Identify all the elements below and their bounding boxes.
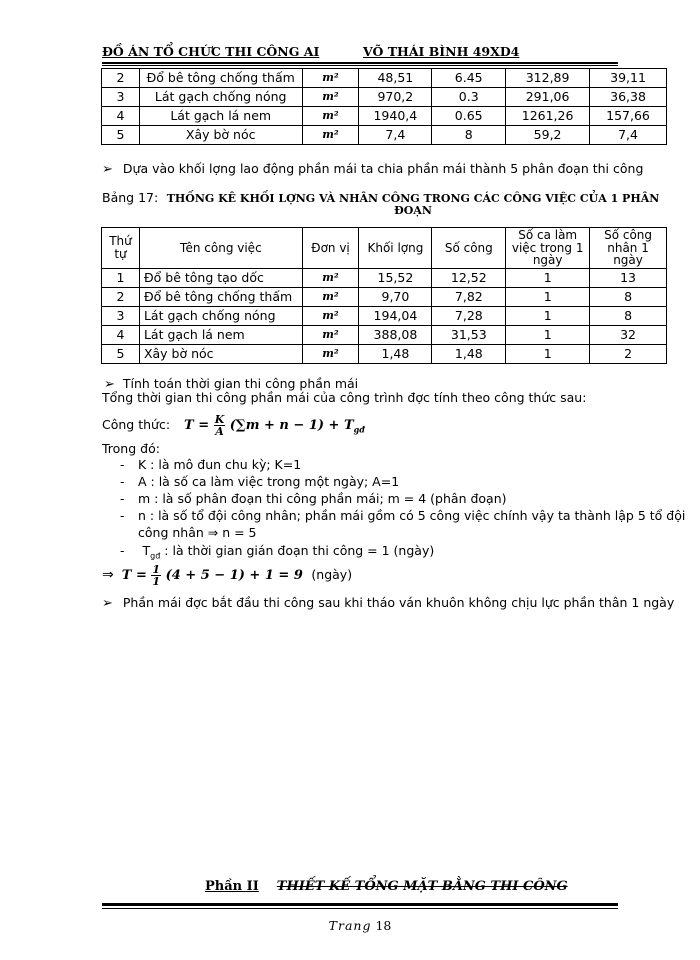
page-number-value: 18	[375, 918, 392, 933]
page-number	[102, 918, 618, 933]
implies-icon: ⇒	[102, 567, 114, 583]
table-cell: m²	[302, 287, 359, 306]
table-cell: m²	[302, 88, 359, 107]
cell-task-name: Lát gạch lá nem	[139, 325, 302, 344]
header-right: VÕ THÁI BÌNH 49XD4	[363, 44, 520, 59]
formula-den: A	[215, 425, 224, 438]
table-cell: 1	[102, 268, 140, 287]
paragraph-text: Dựa vào khối lợng lao động phần mái ta chia phần mái thành 5 phân đoạn thi công	[122, 161, 644, 176]
table-cell: 9,70	[359, 287, 432, 306]
table-cell: 31,53	[432, 325, 506, 344]
where-item-tgd: - $T_{gđ}$ : là thời gian gián đoạn thi công = 1 (ngày)	[120, 543, 435, 561]
table-cell: 1	[506, 287, 590, 306]
formula-line	[102, 414, 365, 437]
arrow-bullet-icon: ➢	[102, 162, 113, 177]
table-row	[102, 268, 667, 287]
table-cell: 13	[590, 268, 667, 287]
table-cell: 1,48	[432, 344, 506, 363]
formula-num: K	[214, 413, 225, 426]
continuation-table	[101, 68, 667, 145]
page-header	[102, 44, 618, 60]
table17-header-cell: Số ca làm việc trong 1 ngày	[506, 228, 590, 269]
table-row	[102, 287, 667, 306]
page-label: Trang	[328, 918, 372, 933]
table-cell: 2	[590, 344, 667, 363]
table-cell: 2	[102, 287, 140, 306]
table-cell: m²	[302, 126, 359, 145]
footer-rule-thin	[102, 908, 618, 909]
table-cell: 1	[506, 325, 590, 344]
formula-tgd: T	[343, 418, 354, 433]
table-cell: 291,06	[506, 88, 590, 107]
where-item: - A : là số ca làm việc trong một ngày; A=1	[120, 474, 400, 489]
table-row	[102, 344, 667, 363]
paragraph-phan-doan	[102, 161, 672, 177]
formula-tgd-sub: gđ	[353, 424, 365, 435]
footer-part: Phần II	[205, 879, 259, 894]
cell-task-name: Xây bờ nóc	[139, 344, 302, 363]
cell-task-name: Xây bờ nóc	[139, 126, 302, 145]
footer-title	[205, 878, 625, 894]
table-cell: m²	[302, 107, 359, 126]
table17-header-cell: Khối lợng	[359, 228, 432, 269]
table-cell: m²	[302, 69, 359, 88]
section-title-text: Tính toán thời gian thi công phần mái	[122, 376, 359, 391]
table-cell: 15,52	[359, 268, 432, 287]
table17-title-line2: ĐOẠN	[394, 204, 432, 217]
table-cell: 3	[102, 306, 140, 325]
table-cell: 388,08	[359, 325, 432, 344]
table-cell: 7,4	[359, 126, 432, 145]
formula-body: (∑m + n − 1)	[229, 418, 325, 433]
table17-title-line1: THỐNG KÊ KHỐI LỢNG VÀ NHÂN CÔNG TRONG CÁC CÔNG VIỆC CỦA 1 PHÂN	[166, 192, 660, 205]
table-cell: m²	[302, 306, 359, 325]
table17-header-cell: Thứ tự	[102, 228, 140, 269]
where-item-text: n : là số tổ đội công nhân; phần mái gồm có 5 công việc chính vậy ta thành lập 5 tổ đội	[138, 508, 686, 523]
where-item: - m : là số phân đoạn thi công phần mái; m = 4 (phân đoạn)	[120, 491, 507, 506]
table-cell: 7,4	[590, 126, 667, 145]
table-cell: 12,52	[432, 268, 506, 287]
table-cell: m²	[302, 268, 359, 287]
table-row	[102, 88, 667, 107]
header-rule-thin	[102, 65, 618, 66]
table-row	[102, 306, 667, 325]
result-unit: (ngày)	[311, 567, 353, 582]
table17-header-cell: Đơn vị	[302, 228, 359, 269]
result-fraction	[151, 564, 161, 587]
cell-task-name: Đổ bê tông chống thấm	[139, 69, 302, 88]
table-cell: 5	[102, 344, 140, 363]
formula-plus: +	[328, 418, 340, 433]
result-T: T	[121, 568, 132, 583]
table-cell: 7,82	[432, 287, 506, 306]
table-cell: 39,11	[590, 69, 667, 88]
final-bullet	[102, 595, 674, 611]
table17-header-cell: Số công nhân 1 ngày	[590, 228, 667, 269]
result-eq: =	[135, 568, 147, 583]
table-cell: 0.65	[432, 107, 506, 126]
table-cell: 0.3	[432, 88, 506, 107]
where-item-text: K : là mô đun chu kỳ; K=1	[138, 457, 302, 472]
result-num: 1	[152, 563, 161, 576]
table-cell: 5	[102, 126, 140, 145]
formula-label: Công thức:	[102, 417, 171, 432]
table-cell: 1	[506, 268, 590, 287]
where-label: Trong đó:	[102, 441, 160, 456]
result-den: 1	[152, 575, 161, 588]
formula-eq: =	[198, 418, 210, 433]
footer-title-text: THIẾT KẾ TỔNG MẶT BẰNG THI CÔNG	[276, 879, 568, 894]
table-cell: 3	[102, 88, 140, 107]
table-row	[102, 107, 667, 126]
arrow-bullet-icon: ➢	[104, 377, 115, 392]
table-cell: 1940,4	[359, 107, 432, 126]
table-cell: 48,51	[359, 69, 432, 88]
where-item: - n : là số tổ đội công nhân; phần mái gồm có 5 công việc chính vậy ta thành lập 5 tổ đội	[120, 508, 686, 523]
table-cell: 194,04	[359, 306, 432, 325]
table-row	[102, 69, 667, 88]
cell-task-name: Lát gạch chống nóng	[139, 306, 302, 325]
where-item-text: công nhân ⇒ n = 5	[138, 525, 257, 540]
table-cell: 4	[102, 107, 140, 126]
table-cell: 1	[506, 306, 590, 325]
table-cell: m²	[302, 344, 359, 363]
table-cell: 1	[506, 344, 590, 363]
formula-fraction	[214, 414, 226, 437]
table-cell: 312,89	[506, 69, 590, 88]
tgd-sub: gđ	[150, 551, 161, 561]
table-cell: 157,66	[590, 107, 667, 126]
table17-prefix: Bảng 17:	[102, 190, 159, 205]
header-left: ĐỒ ÁN TỔ CHỨC THI CÔNG AI	[102, 44, 320, 59]
table-cell: 6.45	[432, 69, 506, 88]
cell-task-name: Lát gạch lá nem	[139, 107, 302, 126]
section-intro: Tổng thời gian thi công phần mái của công trình đợc tính theo công thức sau:	[102, 390, 587, 405]
table-cell: 8	[432, 126, 506, 145]
table-cell: 1261,26	[506, 107, 590, 126]
table-row	[102, 325, 667, 344]
cell-task-name: Lát gạch chống nóng	[139, 88, 302, 107]
table-cell: 970,2	[359, 88, 432, 107]
cell-task-name: Đổ bê tông tạo dốc	[139, 268, 302, 287]
table-cell: 1,48	[359, 344, 432, 363]
table17-header-cell: Tên công việc	[139, 228, 302, 269]
table17-header-cell: Số công	[432, 228, 506, 269]
header-rule	[102, 62, 618, 64]
result-expr: (4 + 5 − 1) + 1 = 9	[165, 568, 303, 583]
formula-T: T	[184, 418, 194, 433]
where-item-text: m : là số phân đoạn thi công phần mái; m = 4 (phân đoạn)	[138, 491, 507, 506]
footer-rule	[102, 903, 618, 906]
table-cell: 8	[590, 306, 667, 325]
table-cell: 36,38	[590, 88, 667, 107]
where-item	[120, 525, 257, 540]
arrow-bullet-icon: ➢	[102, 596, 113, 611]
formula	[184, 413, 365, 438]
result-line	[102, 564, 352, 587]
where-item: - K : là mô đun chu kỳ; K=1	[120, 457, 302, 472]
table-cell: m²	[302, 325, 359, 344]
table-cell: 59,2	[506, 126, 590, 145]
table-cell: 2	[102, 69, 140, 88]
tgd-text: : là thời gian gián đoạn thi công = 1 (ngày)	[164, 543, 435, 558]
cell-task-name: Đổ bê tông chống thấm	[139, 287, 302, 306]
final-bullet-text: Phần mái đợc bắt đầu thi công sau khi tháo ván khuôn không chịu lực phần thân 1 ngày	[122, 595, 675, 610]
table-cell: 32	[590, 325, 667, 344]
table-cell: 7,28	[432, 306, 506, 325]
table17	[101, 227, 667, 364]
table-cell: 8	[590, 287, 667, 306]
table-row	[102, 126, 667, 145]
table-cell: 4	[102, 325, 140, 344]
where-item-text: A : là số ca làm việc trong một ngày; A=1	[138, 474, 400, 489]
